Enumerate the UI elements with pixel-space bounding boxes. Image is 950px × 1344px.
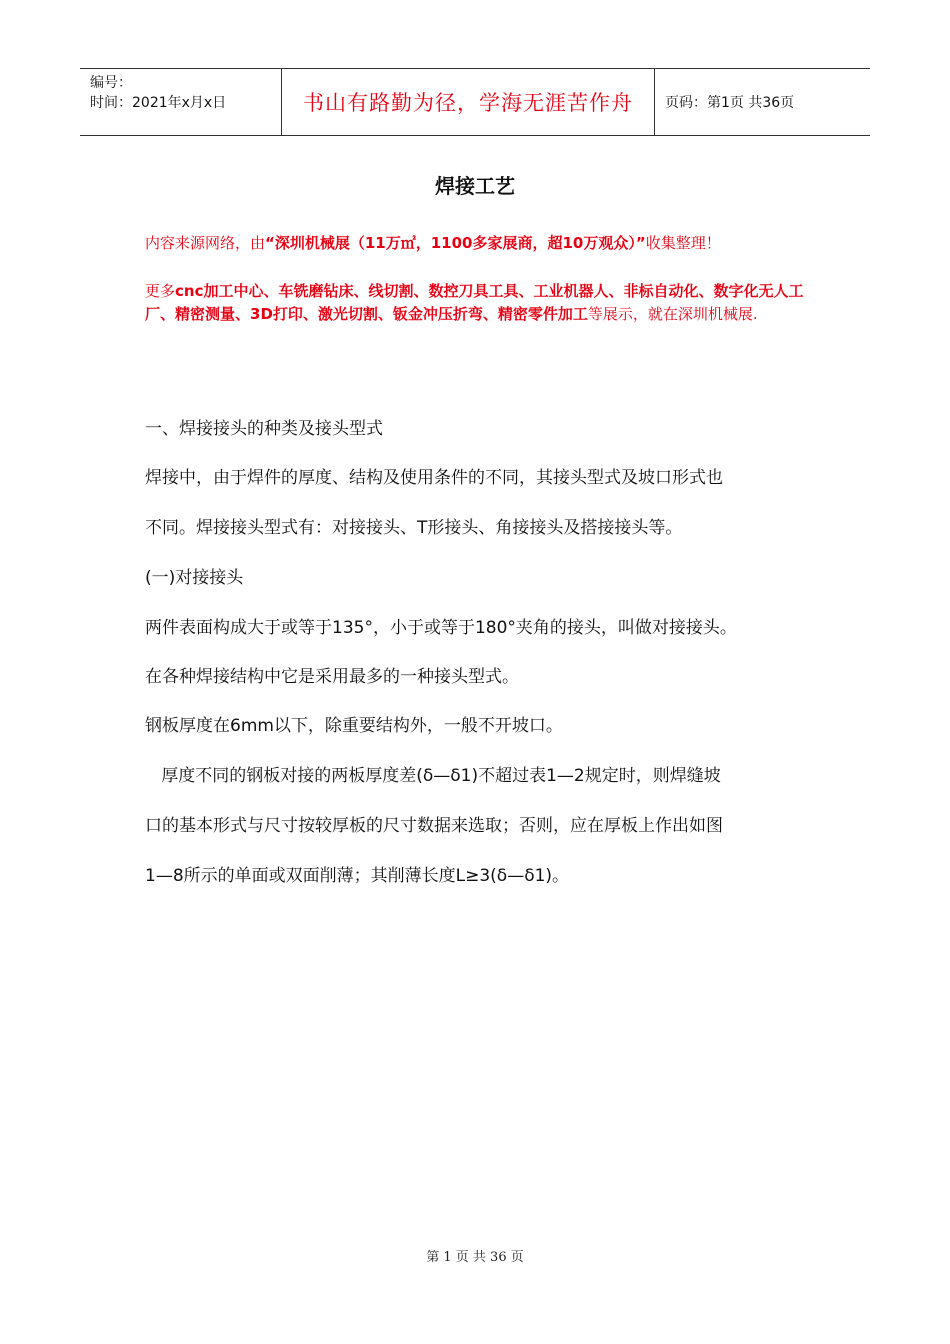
paragraph-line: 焊接中，由于焊件的厚度、结构及使用条件的不同，其接头型式及坡口形式也 (145, 468, 723, 488)
header-info-cell (80, 69, 282, 135)
subsection-heading: (一)对接接头 (145, 568, 244, 588)
paragraph-line: 在各种焊接结构中它是采用最多的一种接头型式。 (145, 667, 519, 687)
time-label: 时间：2021年x月x日 (90, 95, 227, 111)
page-label: 页码：第1页 共36页 (665, 95, 795, 111)
promo-exhibit-prefix: 更多 (145, 282, 176, 300)
header-page-cell (655, 69, 870, 135)
page-footer: 第 1 页 共 36 页 (426, 1250, 524, 1265)
promo-source-highlight: “深圳机械展（11万㎡，1100多家展商，超10万观众）” (265, 234, 646, 252)
promo-source-prefix: 内容来源网络，由 (145, 234, 266, 252)
header-table (80, 68, 870, 136)
promo-source-suffix: 收集整理！ (645, 234, 721, 252)
paragraph-line: 厚度不同的钢板对接的两板厚度差(δ—δ1)不超过表1—2规定时，则焊缝坡 (145, 766, 721, 786)
paragraph-line: 两件表面构成大于或等于135°，小于或等于180°夹角的接头，叫做对接接头。 (145, 618, 737, 638)
section-heading: 一、焊接接头的种类及接头型式 (145, 419, 383, 439)
paragraph-line: 不同。焊接接头型式有：对接接头、T形接头、角接接头及搭接接头等。 (145, 518, 683, 538)
paragraph-line: 口的基本形式与尺寸按较厚板的尺寸数据来选取；否则，应在厚板上作出如图 (145, 816, 723, 836)
promo-exhibit-highlight: cnc加工中心、车铣磨钻床、线切割、数控刀具工具、工业机器人、非标自动化、数字化无人工厂、精密测量、3D打印、激光切割、钣金冲压折弯、精密零件加工 (145, 282, 804, 323)
serial-label: 编号： (90, 75, 132, 91)
paragraph-line: 1—8所示的单面或双面削薄；其削薄长度L≥3(δ—δ1)。 (145, 866, 570, 886)
document-title: 焊接工艺 (435, 174, 515, 198)
paragraph-line: 钢板厚度在6mm以下，除重要结构外，一般不开坡口。 (145, 716, 563, 736)
promo-source-line (145, 232, 815, 255)
motto-text: 书山有路勤为径，学海无涯苦作舟 (303, 91, 633, 115)
promo-exhibit-line (145, 280, 815, 326)
promo-exhibit-suffix: 等展示，就在深圳机械展. (587, 305, 758, 323)
header-motto-cell (282, 69, 655, 135)
